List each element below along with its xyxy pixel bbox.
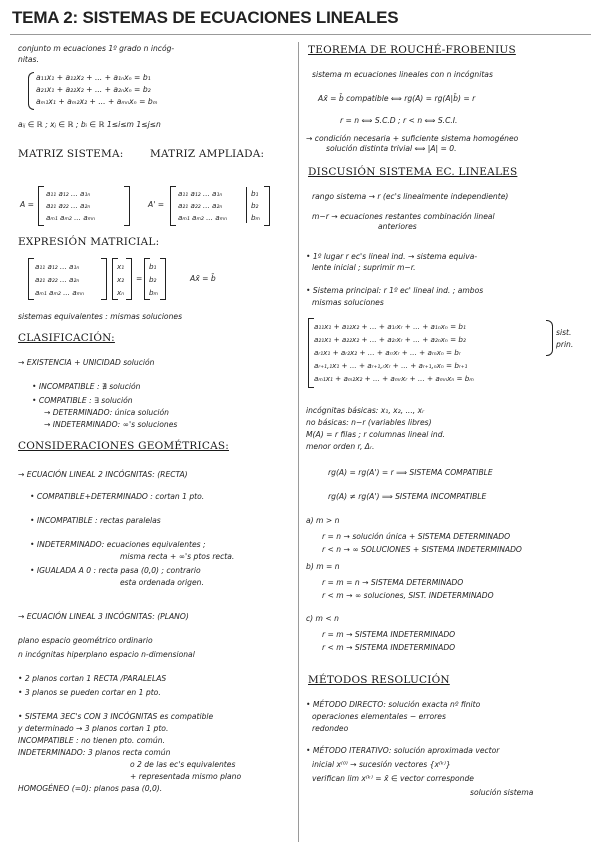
matrix-b-value: b₁ bbox=[251, 189, 259, 198]
vector-bracket bbox=[160, 258, 166, 300]
case-line: a) m > n bbox=[306, 516, 340, 525]
geo-item: esta ordenada origen. bbox=[120, 578, 204, 587]
rango-line: rg(A) = rg(A') = r ⟹ SISTEMA COMPATIBLE bbox=[328, 468, 493, 477]
geo-item: y determinado → 3 planos cortan 1 pto. bbox=[18, 724, 169, 733]
matrix-ap-label: A' = bbox=[148, 200, 165, 209]
matrix-row: aₘ₁ aₘ₂ ... aₘₙ bbox=[35, 288, 84, 297]
case-line: r < n → ∞ SOLUCIONES + SISTEMA INDETERMINADO bbox=[322, 545, 522, 554]
system-equation: a₂₁x₁ + a₂₂x₂ + ... + a₂ₙxₙ = b₂ bbox=[36, 85, 151, 94]
principal-system-brace bbox=[546, 320, 553, 356]
discusion-line: mismas soluciones bbox=[312, 298, 384, 307]
metodo-line: inicial x⁽⁰⁾ → sucesión vectores {x⁽ᵏ⁾} bbox=[312, 760, 451, 769]
domain-line: aᵢⱼ ∈ ℝ ; xⱼ ∈ ℝ ; bᵢ ∈ ℝ 1≤i≤m 1≤j≤n bbox=[18, 120, 161, 129]
matrix-b-value: b₂ bbox=[251, 201, 259, 210]
discusion-line: lente inicial ; suprimir m−r. bbox=[312, 263, 416, 272]
metodo-line: operaciones elementales − errores bbox=[312, 712, 446, 721]
clasif-item: → DETERMINADO: única solución bbox=[44, 408, 169, 417]
principal-system-row: aᵣ₊₁,₁x₁ + ... + aᵣ₊₁,ᵣxᵣ + ... + aᵣ₊₁,ₙxₙ = bᵣ₊₁ bbox=[314, 361, 468, 370]
heading-rouche: TEOREMA DE ROUCHÉ-FROBENIUS bbox=[308, 44, 516, 56]
geo-item: → ECUACIÓN LINEAL 2 INCÓGNITAS: (RECTA) bbox=[18, 470, 188, 479]
system-equation: aₘ₁x₁ + aₘ₂x₂ + ... + aₘₙxₙ = bₘ bbox=[36, 97, 158, 106]
case-line: r < m → ∞ soluciones, SIST. INDETERMINADO bbox=[322, 591, 494, 600]
principal-system-row: aₘ₁x₁ + aₘ₂x₂ + ... + aₘᵣxᵣ + ... + aₘₙxₙ = bₘ bbox=[314, 374, 474, 383]
geo-item: plano espacio geométrico ordinario bbox=[18, 636, 153, 645]
metodo-line: solución sistema bbox=[470, 788, 534, 797]
rouche-line: → condición necesaria + suficiente sistema homogéneo bbox=[306, 134, 519, 143]
heading-matriz-sistema: MATRIZ SISTEMA: bbox=[18, 148, 124, 160]
incognitas-line: menor orden r, Δᵣ. bbox=[306, 442, 375, 451]
equivalentes-line: sistemas equivalentes : mismas soluciones bbox=[18, 312, 183, 321]
geo-item: • IGUALADA A 0 : recta pasa (0,0) ; contrario bbox=[30, 566, 201, 575]
discusion-line: m−r → ecuaciones restantes combinación lineal bbox=[312, 212, 495, 221]
geo-item: • COMPATIBLE+DETERMINADO : cortan 1 pto. bbox=[30, 492, 205, 501]
discusion-line: rango sistema → r (ec's linealmente independiente) bbox=[312, 192, 509, 201]
heading-consideraciones: CONSIDERACIONES GEOMÉTRICAS: bbox=[18, 440, 229, 452]
vector-x-value: x₂ bbox=[117, 275, 125, 284]
case-line: b) m = n bbox=[306, 562, 340, 571]
matrix-bracket bbox=[124, 186, 130, 226]
matrix-a-label: A = bbox=[20, 200, 34, 209]
geo-item: • INDETERMINADO: ecuaciones equivalentes ; bbox=[30, 540, 206, 549]
matrix-row: a₁₁ a₁₂ ... a₁ₙ bbox=[178, 189, 223, 198]
system-equation: a₁₁x₁ + a₁₂x₂ + ... + a₁ₙxₙ = b₁ bbox=[36, 73, 151, 82]
rouche-line: r = n ⟺ S.C.D ; r < n ⟺ S.C.I. bbox=[340, 116, 458, 125]
discusion-line: • 1º lugar r ec's lineal ind. → sistema equiva- bbox=[306, 252, 478, 261]
geo-item: HOMOGÉNEO (=0): planos pasa (0,0). bbox=[18, 784, 163, 793]
clasif-item: → INDETERMINADO: ∞'s soluciones bbox=[44, 420, 178, 429]
matrix-bracket bbox=[101, 258, 107, 300]
geo-item: • INCOMPATIBLE : rectas paralelas bbox=[30, 516, 161, 525]
principal-system-label: sist. bbox=[556, 328, 572, 337]
matrix-row: a₂₁ a₂₂ ... a₂ₙ bbox=[178, 201, 223, 210]
matrix-row: aₘ₁ aₘ₂ ... aₘₙ bbox=[178, 213, 227, 222]
vector-b-value: b₁ bbox=[149, 262, 157, 271]
clasif-item: • INCOMPATIBLE : ∄ solución bbox=[32, 382, 141, 391]
geo-item: o 2 de las ec's equivalentes bbox=[130, 760, 236, 769]
matrix-equation: Ax̄ = b̄ bbox=[190, 274, 216, 283]
heading-clasificacion: CLASIFICACIÓN: bbox=[18, 332, 115, 344]
incognitas-line: no básicas: n−r (variables libres) bbox=[306, 418, 432, 427]
matrix-row: aₘ₁ aₘ₂ ... aₘₙ bbox=[46, 213, 95, 222]
matrix-bracket bbox=[264, 186, 270, 226]
metodo-line: • MÉTODO DIRECTO: solución exacta nº finito bbox=[306, 700, 481, 709]
geo-item: n incógnitas hiperplano espacio n-dimensional bbox=[18, 650, 195, 659]
case-line: r < m → SISTEMA INDETERMINADO bbox=[322, 643, 456, 652]
matrix-b-value: bₘ bbox=[251, 213, 261, 222]
principal-system-row: aᵣ₁x₁ + aᵣ₂x₂ + ... + aᵣᵣxᵣ + ... + aᵣₙxₙ = bᵣ bbox=[314, 348, 461, 357]
principal-system-row: a₁₁x₁ + a₁₂x₂ + ... + a₁ᵣxᵣ + ... + a₁ₙxₙ = b₁ bbox=[314, 322, 466, 331]
principal-system-row: a₂₁x₁ + a₂₂x₂ + ... + a₂ᵣxᵣ + ... + a₂ₙxₙ = b₂ bbox=[314, 335, 466, 344]
incognitas-line: incógnitas básicas: x₁, x₂, ..., xᵣ bbox=[306, 406, 425, 415]
geo-item: misma recta + ∞'s ptos recta. bbox=[120, 552, 235, 561]
clasif-item: • COMPATIBLE : ∃ solución bbox=[32, 396, 133, 405]
case-line: c) m < n bbox=[306, 614, 339, 623]
discusion-line: • Sistema principal: r 1º ec' lineal ind. ; ambos bbox=[306, 286, 484, 295]
matrix-row: a₂₁ a₂₂ ... a₂ₙ bbox=[35, 275, 80, 284]
matrix-row: a₁₁ a₁₂ ... a₁ₙ bbox=[35, 262, 80, 271]
case-line: r = m = n → SISTEMA DETERMINADO bbox=[322, 578, 464, 587]
principal-system-label: prin. bbox=[556, 340, 574, 349]
augmented-separator bbox=[246, 187, 247, 223]
title-rule bbox=[10, 34, 591, 35]
geo-item: • 3 planos se pueden cortar en 1 pto. bbox=[18, 688, 161, 697]
geo-item: • SISTEMA 3EC's CON 3 INCÓGNITAS es compatible bbox=[18, 712, 214, 721]
metodo-line: • MÉTODO ITERATIVO: solución aproximada vector bbox=[306, 746, 500, 755]
case-line: r = m → SISTEMA INDETERMINADO bbox=[322, 630, 456, 639]
rouche-line: Ax̄ = b̄ compatible ⟺ rg(A) = rg(A|b̄) = r bbox=[318, 94, 476, 103]
heading-metodos: MÉTODOS RESOLUCIÓN bbox=[308, 674, 450, 686]
matrix-bracket bbox=[28, 258, 34, 300]
rango-line: rg(A) ≠ rg(A') ⟹ SISTEMA INCOMPATIBLE bbox=[328, 492, 487, 501]
intro-line: nitas. bbox=[18, 55, 39, 64]
geo-item: → ECUACIÓN LINEAL 3 INCÓGNITAS: (PLANO) bbox=[18, 612, 189, 621]
vector-bracket bbox=[126, 258, 132, 300]
matrix-bracket bbox=[38, 186, 44, 226]
heading-expresion-matricial: EXPRESIÓN MATRICIAL: bbox=[18, 236, 160, 248]
vector-b-value: bₘ bbox=[149, 288, 159, 297]
vector-x-value: xₙ bbox=[117, 288, 125, 297]
geo-item: + representada mismo plano bbox=[130, 772, 242, 781]
column-divider bbox=[298, 42, 299, 842]
geo-item: • 2 planos cortan 1 RECTA /PARALELAS bbox=[18, 674, 167, 683]
heading-matriz-ampliada: MATRIZ AMPLIADA: bbox=[150, 148, 265, 160]
intro-line: conjunto m ecuaciones 1º grado n incóg- bbox=[18, 44, 175, 53]
matrix-row: a₁₁ a₁₂ ... a₁ₙ bbox=[46, 189, 91, 198]
matrix-row: a₂₁ a₂₂ ... a₂ₙ bbox=[46, 201, 91, 210]
rouche-line: solución distinta trivial ⟺ |A| = 0. bbox=[326, 144, 457, 153]
rouche-line: sistema m ecuaciones lineales con n incógnitas bbox=[312, 70, 493, 79]
equals-sign: = bbox=[136, 274, 143, 283]
metodo-line: redondeo bbox=[312, 724, 349, 733]
matrix-bracket bbox=[170, 186, 176, 226]
page-title: TEMA 2: SISTEMAS DE ECUACIONES LINEALES bbox=[12, 8, 399, 27]
discusion-line: anteriores bbox=[378, 222, 417, 231]
system-brace bbox=[28, 72, 34, 110]
clasif-item: → EXISTENCIA + UNICIDAD solución bbox=[18, 358, 155, 367]
incognitas-line: M(A) = r filas ; r columnas lineal ind. bbox=[306, 430, 445, 439]
geo-item: INDETERMINADO: 3 planos recta común bbox=[18, 748, 171, 757]
geo-item: INCOMPATIBLE : no tienen pto. común. bbox=[18, 736, 165, 745]
case-line: r = n → solución única + SISTEMA DETERMINADO bbox=[322, 532, 511, 541]
heading-discusion: DISCUSIÓN SISTEMA EC. LINEALES bbox=[308, 166, 518, 178]
vector-b-value: b₂ bbox=[149, 275, 157, 284]
metodo-line: verifican lim x⁽ᵏ⁾ = x̄ ∈ vector corresponde bbox=[312, 774, 474, 783]
vector-x-value: x₁ bbox=[117, 262, 125, 271]
